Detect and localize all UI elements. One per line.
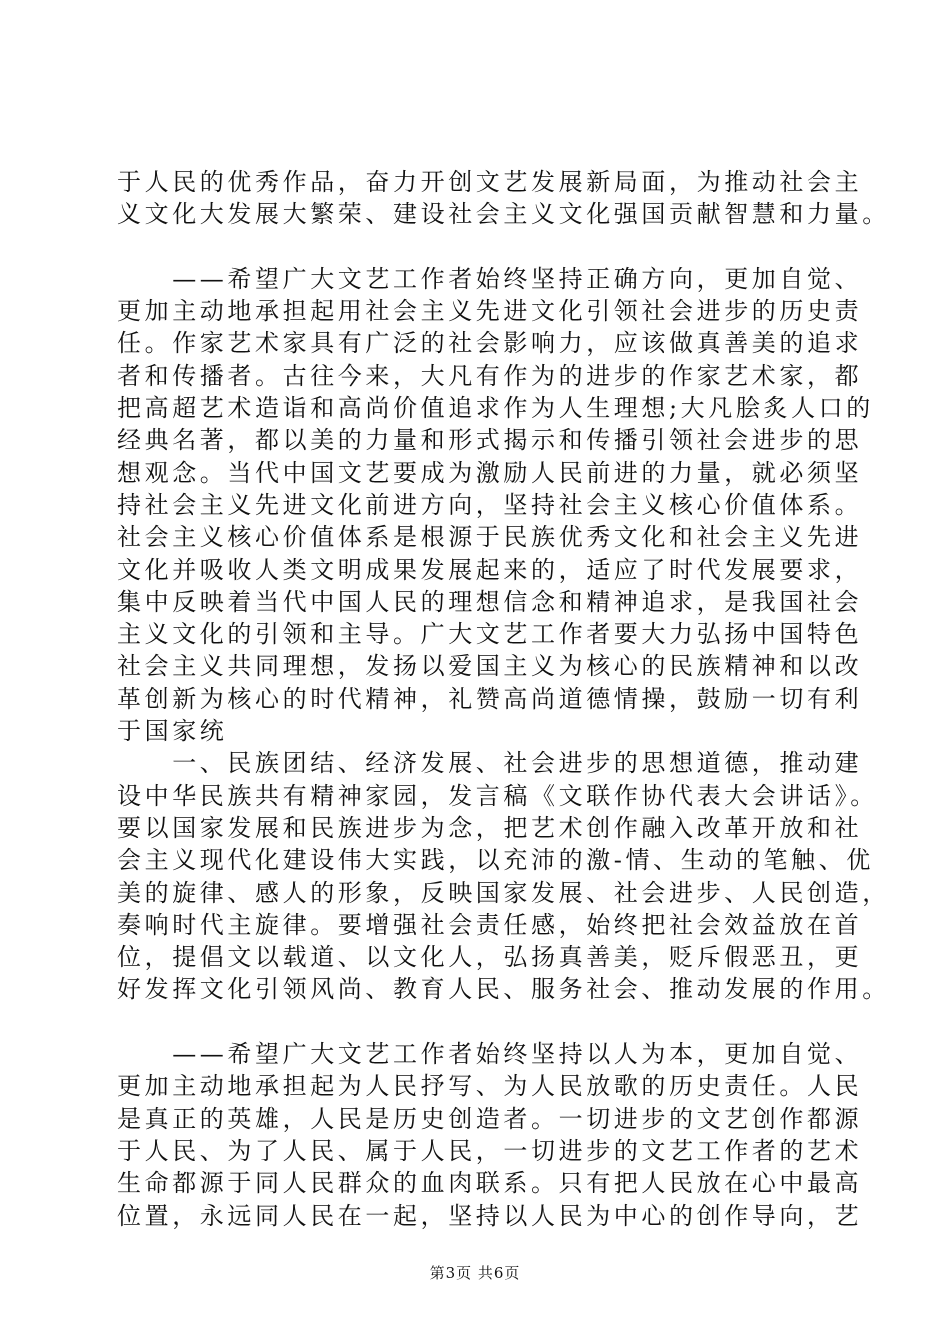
text-line: 把高超艺术造诣和高尚价值追求作为人生理想;大凡脍炙人口的: [117, 394, 874, 423]
text-line: 更加主动地承担起用社会主义先进文化引领社会进步的历史责: [117, 297, 863, 326]
text-line: 文化并吸收人类文明成果发展起来的，适应了时代发展要求，: [117, 555, 863, 584]
text-line: 于国家统: [117, 717, 228, 746]
text-line: 位，提倡文以载道、以文化人，弘扬真善美，贬斥假恶丑，更: [117, 943, 863, 972]
paragraph-gap: [117, 1006, 847, 1038]
text-line: 想观念。当代中国文艺要成为激励人民前进的力量，就必须坚: [117, 458, 863, 487]
text-line: 任。作家艺术家具有广泛的社会影响力，应该做真善美的追求: [117, 329, 863, 358]
text-line: 一、民族团结、经济发展、社会进步的思想道德，推动建: [117, 749, 863, 778]
text-line: 位置，永远同人民在一起，坚持以人民为中心的创作导向，艺: [117, 1201, 863, 1230]
text-line: 是真正的英雄，人民是历史创造者。一切进步的文艺创作都源: [117, 1104, 863, 1133]
text-line: 设中华民族共有精神家园，发言稿《文联作协代表大会讲话》。: [117, 781, 878, 810]
body-text: [117, 166, 890, 1232]
paragraph: [117, 263, 890, 1006]
text-line: 者和传播者。古往今来，大凡有作为的进步的作家艺术家，都: [117, 361, 863, 390]
text-line: 更加主动地承担起为人民抒写、为人民放歌的历史责任。人民: [117, 1072, 863, 1101]
text-line: 集中反映着当代中国人民的理想信念和精神追求，是我国社会: [117, 587, 863, 616]
text-line: 奏响时代主旋律。要增强社会责任感，始终把社会效益放在首: [117, 910, 863, 939]
paragraph-gap: [117, 231, 847, 263]
text-line: 于人民的优秀作品，奋力开创文艺发展新局面，为推动社会主: [117, 168, 863, 196]
paragraph: [117, 166, 890, 231]
text-line: 生命都源于同人民群众的血肉联系。只有把人民放在心中最高: [117, 1169, 863, 1198]
text-line: 社会主义共同理想，发扬以爱国主义为核心的民族精神和以改: [117, 652, 863, 681]
text-line: 经典名著，都以美的力量和形式揭示和传播引领社会进步的思: [117, 426, 863, 455]
text-line: ——希望广大文艺工作者始终坚持以人为本，更加自觉、: [117, 1040, 863, 1069]
text-line: ——希望广大文艺工作者始终坚持正确方向，更加自觉、: [117, 264, 863, 293]
text-line: 要以国家发展和民族进步为念，把艺术创作融入改革开放和社: [117, 813, 863, 842]
text-line: 于人民、为了人民、属于人民，一切进步的文艺工作者的艺术: [117, 1136, 863, 1165]
text-line: 持社会主义先进文化前进方向，坚持社会主义核心价值体系。: [117, 490, 863, 519]
text-line: 义文化大发展大繁荣、建设社会主义文化强国贡献智慧和力量。: [117, 200, 890, 229]
paragraph: [117, 1038, 863, 1232]
text-line: 革创新为核心的时代精神，礼赞高尚道德情操，鼓励一切有利: [117, 684, 863, 713]
text-line: 会主义现代化建设伟大实践，以充沛的激-情、生动的笔触、优: [117, 846, 874, 875]
text-line: 好发挥文化引领风尚、教育人民、服务社会、推动发展的作用。: [117, 975, 890, 1004]
text-line: 美的旋律、感人的形象，反映国家发展、社会进步、人民创造，: [117, 878, 890, 907]
text-line: 社会主义核心价值体系是根源于民族优秀文化和社会主义先进: [117, 523, 863, 552]
text-line: 主义文化的引领和主导。广大文艺工作者要大力弘扬中国特色: [117, 620, 863, 649]
page-number-footer: 第3页 共6页: [429, 1264, 521, 1282]
